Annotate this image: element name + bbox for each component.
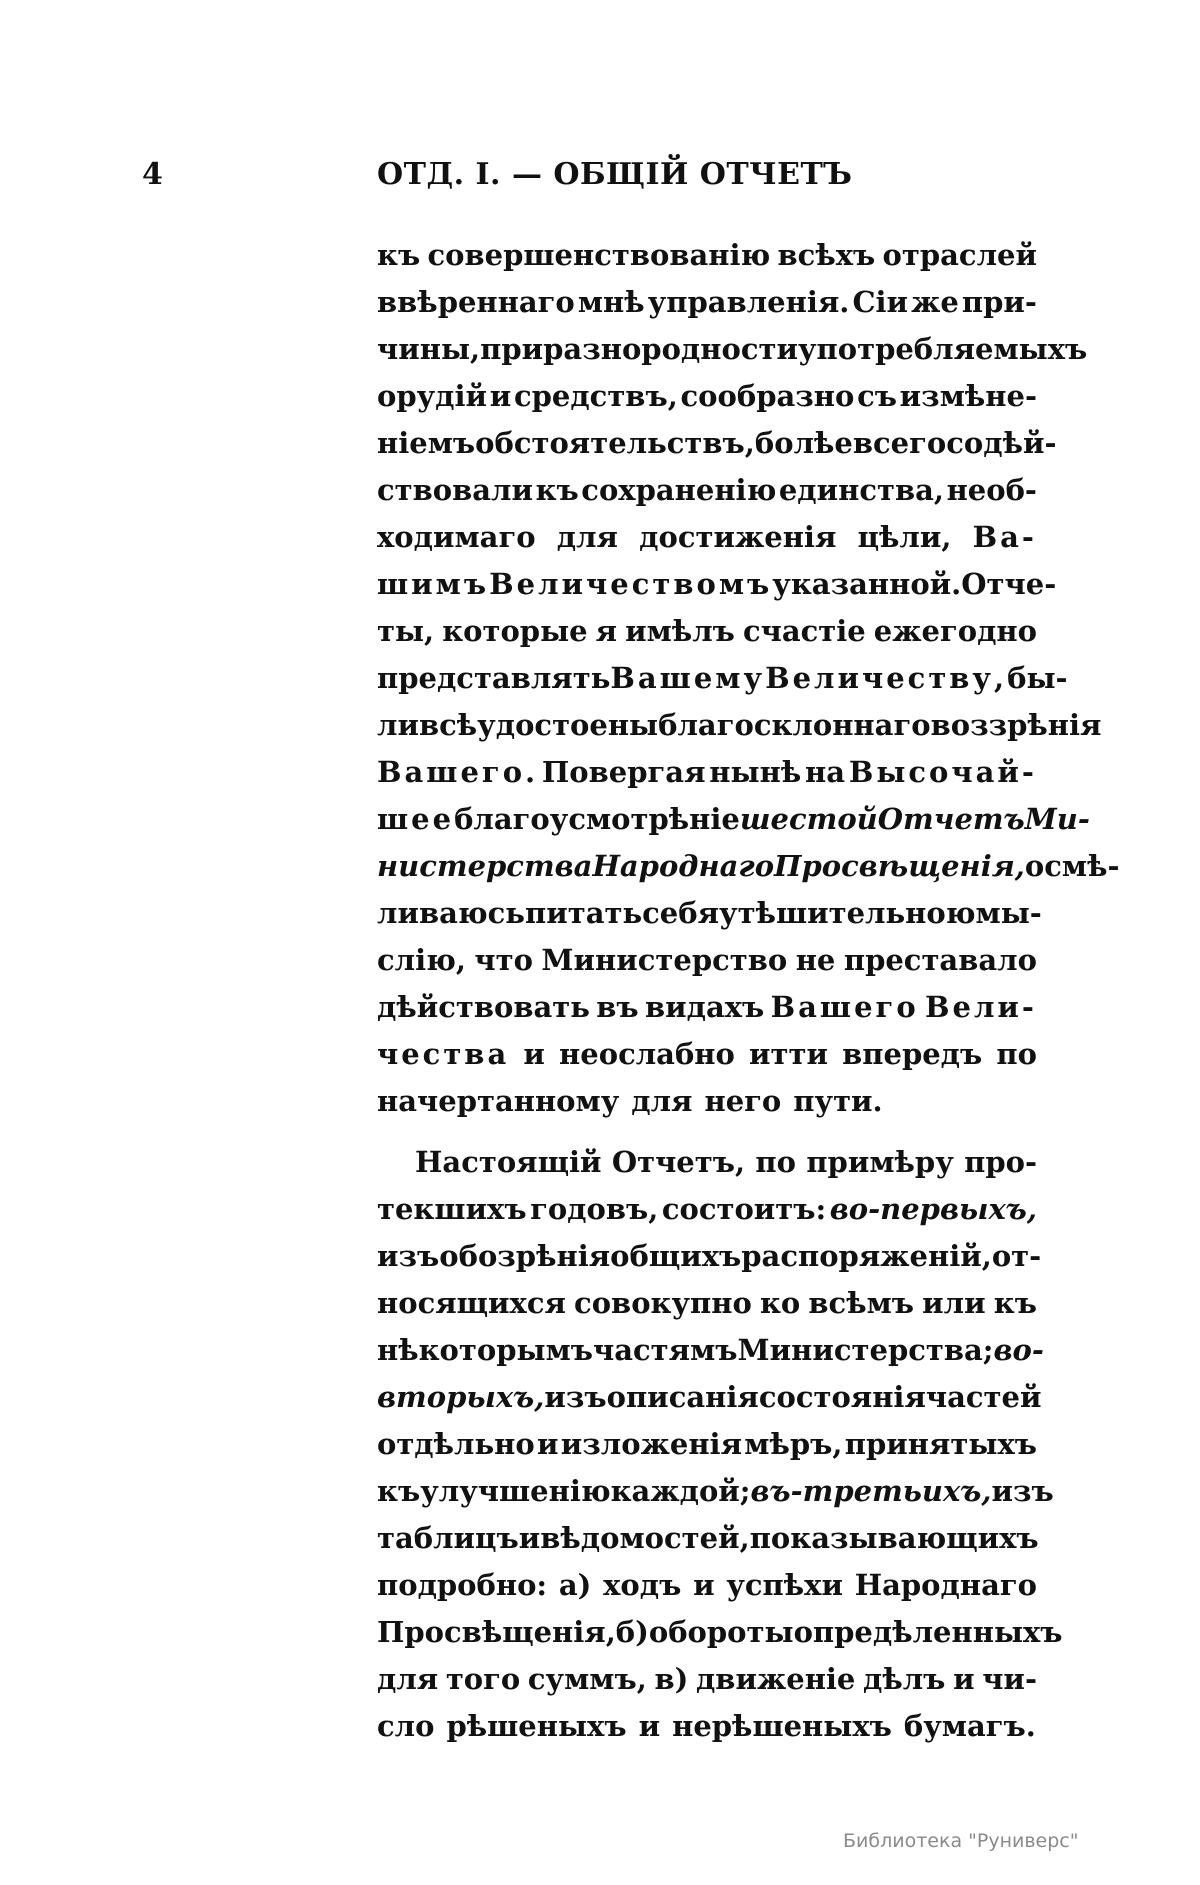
text-line — [377, 796, 1090, 843]
word: частей — [925, 1380, 1042, 1414]
word: годовъ, — [530, 1192, 659, 1226]
word: по — [755, 1145, 796, 1179]
word: Народнаго — [592, 849, 775, 883]
text-line — [377, 1139, 1037, 1186]
word: Отчетъ — [877, 802, 1025, 836]
word: мы- — [975, 896, 1042, 930]
word: питать — [524, 896, 643, 930]
word: изложенія — [560, 1427, 742, 1461]
word: орудій — [377, 379, 488, 413]
word: Вашему — [610, 661, 766, 695]
text-line — [377, 702, 1102, 749]
word: Ва- — [972, 520, 1037, 554]
word: шимъ — [377, 567, 490, 601]
body-text — [377, 232, 1120, 1750]
word: него — [704, 1084, 782, 1118]
word: состоитъ: — [661, 1192, 827, 1226]
word: къ — [535, 473, 579, 507]
text-line — [377, 420, 1057, 467]
word: Повергая — [541, 755, 706, 789]
word: нѣкоторымъ — [377, 1333, 593, 1367]
word: сообразно — [680, 379, 855, 413]
word: от- — [991, 1239, 1042, 1273]
word: для — [631, 1084, 693, 1118]
word: я — [595, 614, 618, 648]
word: вѣдомостей, — [540, 1521, 750, 1555]
word: изъ — [544, 1380, 607, 1414]
word: средствъ, — [513, 379, 678, 413]
word: и — [638, 1709, 661, 1743]
word: во- — [993, 1333, 1044, 1367]
word: употребляемыхъ — [797, 332, 1088, 366]
word: осмѣ- — [1024, 849, 1120, 883]
word: ливаюсь — [377, 896, 525, 930]
word: ходъ — [603, 1568, 682, 1602]
word: подробно: — [377, 1568, 548, 1602]
word: для — [377, 1662, 439, 1696]
word: Сіи — [852, 285, 909, 319]
word: таблицъ — [377, 1521, 519, 1555]
text-line — [377, 1609, 1063, 1656]
text-line — [377, 890, 1042, 937]
word: впередъ — [842, 1037, 983, 1071]
word: изъ — [377, 1239, 440, 1273]
text-line — [377, 843, 1120, 890]
word: нерѣшеныхъ — [672, 1709, 892, 1743]
word: бумагъ. — [903, 1709, 1036, 1743]
word: состоянія — [758, 1380, 926, 1414]
text-line — [377, 608, 1037, 655]
word: для — [556, 520, 618, 554]
word: Отче- — [961, 567, 1057, 601]
word: и — [953, 1662, 975, 1696]
text-line — [377, 1703, 1037, 1750]
word: б) — [615, 1615, 649, 1649]
word: въ-третьихъ, — [750, 1474, 992, 1508]
word: Народнаго — [854, 1568, 1037, 1602]
word: и — [518, 1521, 541, 1555]
word: указанной. — [772, 567, 962, 601]
word: Вели- — [924, 990, 1037, 1024]
word: всѣ — [418, 708, 478, 742]
word: Министерства; — [737, 1333, 994, 1367]
word: ко — [759, 1286, 801, 1320]
text-line — [377, 467, 1037, 514]
word: единства, — [778, 473, 945, 507]
word: ли — [377, 708, 419, 742]
text-line — [377, 1233, 1042, 1280]
word: болѣе — [754, 426, 853, 460]
word: управленія. — [647, 285, 850, 319]
text-line — [377, 1280, 1037, 1327]
word: пути. — [793, 1084, 883, 1118]
word: неослабно — [559, 1037, 735, 1071]
word: дѣйствовать — [377, 990, 590, 1024]
text-line — [377, 1327, 1044, 1374]
text-line — [377, 326, 1088, 373]
word: видахъ — [644, 990, 765, 1024]
word: изъ — [991, 1474, 1054, 1508]
word: чины, — [377, 332, 481, 366]
word: частямъ — [593, 1333, 738, 1367]
word: Просвѣщенія, — [377, 1615, 616, 1649]
word: и — [489, 379, 512, 413]
text-line — [377, 984, 1037, 1031]
word: примѣру — [806, 1145, 954, 1179]
word: всѣхъ — [777, 238, 876, 272]
word: удостоены — [477, 708, 659, 742]
word: слію, — [377, 943, 466, 977]
word: во-первыхъ, — [829, 1192, 1037, 1226]
word: отраслей — [882, 238, 1037, 272]
word: ствовали — [377, 473, 534, 507]
word: себя — [642, 896, 720, 930]
word: ніемъ — [377, 426, 476, 460]
text-line — [377, 1515, 1037, 1562]
word: къ — [993, 1286, 1037, 1320]
text-line — [377, 1562, 1037, 1609]
text-line — [377, 279, 1037, 326]
word: суммъ, — [527, 1662, 647, 1696]
word: сло — [377, 1709, 435, 1743]
word: Ми- — [1024, 802, 1090, 836]
word: ввѣреннаго — [377, 285, 575, 319]
word: дѣлъ — [863, 1662, 946, 1696]
word: Просвѣщенія, — [774, 849, 1025, 883]
word: совокупно — [574, 1286, 752, 1320]
text-line — [377, 1031, 1037, 1078]
word: носящихся — [377, 1286, 566, 1320]
word: Величеству, — [765, 661, 1008, 695]
word: опредѣленныхъ — [793, 1615, 1063, 1649]
text-line — [377, 937, 1037, 984]
word: ежегодно — [873, 614, 1037, 648]
word: при- — [961, 285, 1037, 319]
word: вторыхъ, — [377, 1380, 545, 1414]
word: а) — [558, 1568, 592, 1602]
word: мнѣ — [577, 285, 645, 319]
word: принятыхъ — [844, 1427, 1037, 1461]
word: не — [795, 943, 836, 977]
text-line — [377, 514, 1037, 561]
word: в) — [654, 1662, 689, 1696]
word: же — [911, 285, 959, 319]
word: Отчетъ, — [611, 1145, 746, 1179]
text-line — [377, 1186, 1037, 1233]
word: Вашего — [770, 990, 919, 1024]
word: шестой — [739, 802, 878, 836]
text-line — [377, 373, 1037, 420]
word: воззрѣнія — [930, 708, 1102, 742]
word: общихъ — [610, 1239, 742, 1273]
word: и — [693, 1568, 715, 1602]
word: движеніе — [695, 1662, 856, 1696]
word: итти — [749, 1037, 828, 1071]
word: счастіе — [742, 614, 866, 648]
word: и — [537, 1427, 559, 1461]
text-line — [377, 1468, 1054, 1515]
page-number: 4 — [142, 157, 163, 192]
word: или — [922, 1286, 986, 1320]
word: описанія — [606, 1380, 759, 1414]
word: утѣшительною — [719, 896, 976, 930]
word: необ- — [946, 473, 1037, 507]
word: улучшенію — [420, 1474, 611, 1508]
word: обстоятельствъ, — [475, 426, 755, 460]
text-line — [377, 655, 1068, 702]
word: про- — [964, 1145, 1037, 1179]
word: Министерство — [541, 943, 788, 977]
text-line — [377, 1656, 1037, 1703]
word: всѣмъ — [808, 1286, 915, 1320]
word: Величествомъ — [489, 567, 773, 601]
word: достиженія — [639, 520, 837, 554]
word: которые — [442, 614, 588, 648]
word: цѣли, — [857, 520, 952, 554]
text-line — [377, 1374, 1042, 1421]
word: каждой; — [610, 1474, 751, 1508]
word: что — [474, 943, 533, 977]
text-line — [377, 232, 1037, 279]
word: къ — [377, 1474, 421, 1508]
word: Вашего. — [377, 755, 539, 789]
word: совершенствованію — [427, 238, 771, 272]
word: рѣшеныхъ — [446, 1709, 627, 1743]
word: чества — [377, 1037, 510, 1071]
word: съ — [857, 379, 897, 413]
word: имѣлъ — [625, 614, 735, 648]
word: благосклоннаго — [658, 708, 931, 742]
word: обозрѣнія — [439, 1239, 611, 1273]
word: всего — [852, 426, 947, 460]
word: шее — [377, 802, 455, 836]
word: нистерства — [377, 849, 593, 883]
word: разнородности — [543, 332, 798, 366]
word: нынѣ — [709, 755, 802, 789]
word: при — [480, 332, 544, 366]
word: показывающихъ — [749, 1521, 1039, 1555]
word: въ — [596, 990, 639, 1024]
word: мѣръ, — [744, 1427, 843, 1461]
word: ходимаго — [377, 520, 536, 554]
word: представлять — [377, 661, 611, 695]
word: сохраненію — [581, 473, 777, 507]
text-line — [377, 1421, 1037, 1468]
word: успѣхи — [726, 1568, 843, 1602]
word: содѣй- — [946, 426, 1057, 460]
word: отдѣльно — [377, 1427, 535, 1461]
running-head: ОТД. I. — ОБЩІЙ ОТЧЕТЪ — [377, 157, 853, 192]
word: бы- — [1007, 661, 1068, 695]
word: чи- — [982, 1662, 1037, 1696]
text-line — [377, 561, 1057, 608]
word: и — [523, 1037, 545, 1071]
word: по — [996, 1037, 1037, 1071]
word: на — [805, 755, 846, 789]
word: къ — [377, 238, 421, 272]
word: измѣне- — [899, 379, 1037, 413]
word: благоусмотрѣніе — [454, 802, 740, 836]
word: распоряженій, — [741, 1239, 992, 1273]
word: Высочай- — [848, 755, 1037, 789]
paragraph-gap — [377, 1125, 1037, 1139]
word: Настоящій — [415, 1145, 602, 1179]
word: обороты — [648, 1615, 794, 1649]
text-line — [377, 749, 1037, 796]
word: текшихъ — [377, 1192, 527, 1226]
word: преставало — [843, 943, 1037, 977]
watermark: Библиотека "Руниверс" — [843, 1830, 1079, 1852]
word: начертанному — [377, 1084, 620, 1118]
text-line — [377, 1078, 1037, 1125]
word: того — [445, 1662, 521, 1696]
word: ты, — [377, 614, 435, 648]
